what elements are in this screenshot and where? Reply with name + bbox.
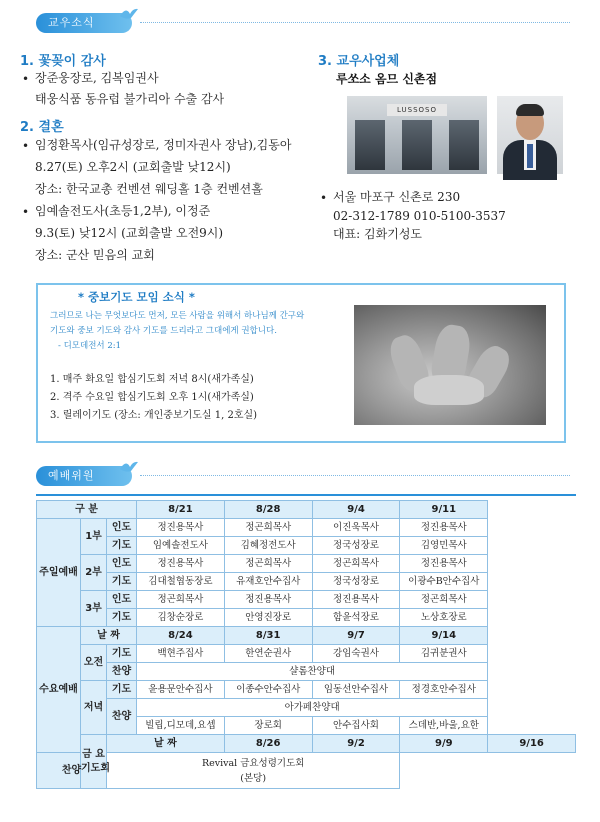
business-address: 서울 마포구 신촌로 230 (333, 190, 461, 204)
table-cell: 정곤희목사 (224, 519, 312, 537)
table-cell: 노상호장로 (400, 609, 488, 627)
role-label: 인도 (107, 591, 137, 609)
col-header: 구 분 (37, 501, 137, 519)
table-cell (107, 753, 400, 789)
bird-icon (118, 6, 140, 22)
role-label: 찬양 (37, 753, 107, 789)
table-cell: 윤용문안수집사 (137, 681, 225, 699)
table-cell: 아가페찬양대 (137, 699, 488, 717)
friday-label-line: 금 요 (82, 748, 105, 760)
date-cell: 9/7 (312, 627, 400, 645)
table-cell: 김영민목사 (400, 537, 488, 555)
prayer-item: 3. 릴레이기도 (장소: 개인중보기도실 1, 2호실) (50, 410, 258, 421)
friday-label-line: 기도회 (81, 762, 110, 774)
date-cell: 8/31 (224, 627, 312, 645)
table-cell: 정곤희목사 (400, 591, 488, 609)
prayer-item: 1. 매주 화요일 합심기도회 저녁 8시(새가족실) (50, 374, 254, 385)
table-cell: 정곤희목사 (312, 555, 400, 573)
bullet: • (22, 205, 30, 219)
table-cell: 스데반,바울,요한 (400, 717, 488, 735)
table-cell: 김창순장로 (137, 609, 225, 627)
table-cell: 함윤석장로 (312, 609, 400, 627)
owner-portrait (497, 96, 563, 174)
role-label: 인도 (107, 555, 137, 573)
table-cell: 정곤희목사 (224, 555, 312, 573)
news-section-header (36, 10, 136, 34)
service-section-header (36, 463, 136, 487)
wedding-line: 장소: 군산 믿음의 교회 (35, 248, 155, 262)
wedding-line: 8.27(토) 오후2시 (교회출발 낮12시) (35, 160, 231, 174)
wedding-line: 임정환목사(임규성장로, 정미자권사 장남),김동아 (35, 138, 292, 152)
table-cell: 임동선안수집사 (312, 681, 400, 699)
business-title: 3. 교우사업체 (318, 54, 400, 69)
prayer-quote-line: 그러므로 나는 무엇보다도 먼저, 모든 사람을 위해서 하나님께 간구와 (50, 311, 305, 321)
bullet: • (320, 191, 328, 205)
table-cell: 정진용목사 (137, 519, 225, 537)
table-cell: 임예솔전도사 (137, 537, 225, 555)
divider (140, 22, 570, 23)
praying-hands-photo (354, 305, 546, 425)
table-cell: 정진용목사 (400, 555, 488, 573)
table-cell: 정곤희목사 (137, 591, 225, 609)
prayer-item: 2. 격주 수요일 합심기도회 오후 1시(새가족실) (50, 392, 254, 403)
table-cell: 김귀분권사 (400, 645, 488, 663)
table-cell: 유재호안수집사 (224, 573, 312, 591)
wednesday-service-label: 수요예배 (37, 627, 81, 753)
wedding-line: 9.3(토) 낮12시 (교회출발 오전9시) (35, 226, 224, 240)
table-cell: 정경호안수집사 (400, 681, 488, 699)
table-cell: 안수집사회 (312, 717, 400, 735)
table-cell: 샬롬찬양대 (137, 663, 488, 681)
role-label: 기도 (107, 537, 137, 555)
table-cell: 이종수안수집사 (224, 681, 312, 699)
divider (140, 475, 570, 476)
morning-label: 오전 (81, 645, 107, 681)
table-cell: 안영진장로 (224, 609, 312, 627)
table-cell: 이광수B안수집사 (400, 573, 488, 591)
wedding-line: 장소: 한국교총 컨벤션 웨딩홀 1층 컨벤션홀 (35, 182, 263, 196)
role-label: 기도 (107, 573, 137, 591)
prayer-title: * 중보기도 모임 소식 * (78, 290, 195, 304)
role-label: 찬양 (107, 663, 137, 681)
flower-thanks-title: 1. 꽃꽂이 감사 (20, 54, 106, 69)
table-cell: 빌립,디모데,요셉 (137, 717, 225, 735)
table-cell: 백현주집사 (137, 645, 225, 663)
store-sign: LUSSOSO (387, 104, 447, 116)
table-cell: 정진용목사 (224, 591, 312, 609)
part-label: 1부 (81, 519, 107, 555)
date-cell: 8/24 (137, 627, 225, 645)
service-section-title: 예배위원 (36, 466, 132, 486)
table-cell: 장로회 (224, 717, 312, 735)
table-cell: 정진용목사 (312, 591, 400, 609)
business-name: 루쏘소 옴므 신촌점 (336, 72, 438, 86)
friday-choir-line: (본당) (240, 772, 267, 784)
table-cell: 정국성장로 (312, 537, 400, 555)
flower-thanks-line: 장준웅장로, 김복임권사 (35, 71, 159, 85)
flower-thanks-line: 태웅식품 동유럽 불가리아 수출 감사 (35, 92, 225, 106)
table-top-border (36, 494, 576, 496)
part-label: 3부 (81, 591, 107, 627)
bird-icon (118, 459, 140, 475)
part-label: 2부 (81, 555, 107, 591)
business-owner: 대표: 김화기성도 (333, 227, 423, 241)
date-cell: 9/11 (400, 501, 488, 519)
wedding-title: 2. 결혼 (20, 120, 64, 135)
bullet: • (22, 139, 30, 153)
role-label: 기도 (107, 609, 137, 627)
news-section-title: 교우소식 (36, 13, 132, 33)
business-phone: 02-312-1789 010-5100-3537 (333, 209, 506, 223)
date-label: 날 짜 (81, 627, 137, 645)
friday-choir-line: Revival 금요성령기도회 (201, 757, 305, 769)
table-cell: 강임숙권사 (312, 645, 400, 663)
table-cell: 한연순권사 (224, 645, 312, 663)
evening-label: 저녁 (81, 681, 107, 735)
table-cell: 김대철협동장로 (137, 573, 225, 591)
table-cell: 이진욱목사 (312, 519, 400, 537)
role-label: 기도 (107, 645, 137, 663)
table-cell: 정국성장로 (312, 573, 400, 591)
date-cell: 9/4 (312, 501, 400, 519)
date-cell: 9/14 (400, 627, 488, 645)
date-cell: 8/26 (224, 735, 312, 753)
date-cell: 9/9 (400, 735, 488, 753)
store-photo (347, 96, 487, 174)
role-label: 찬양 (107, 699, 137, 735)
service-table (36, 500, 576, 789)
wedding-line: 임예솔전도사(초등1,2부), 이정준 (35, 204, 211, 218)
prayer-quote-line: 기도와 중보 기도와 감사 기도를 드리라고 그대에게 권합니다. (50, 326, 277, 336)
table-cell: 김혜정전도사 (224, 537, 312, 555)
sunday-service-label: 주일예배 (37, 519, 81, 627)
table-cell: 정진용목사 (400, 519, 488, 537)
date-cell: 9/2 (312, 735, 400, 753)
date-cell: 8/28 (224, 501, 312, 519)
role-label: 기도 (107, 681, 137, 699)
table-cell: 정진용목사 (137, 555, 225, 573)
role-label: 인도 (107, 519, 137, 537)
bullet: • (22, 72, 30, 86)
date-cell: 9/16 (488, 735, 576, 753)
date-cell: 8/21 (137, 501, 225, 519)
date-label: 날 짜 (107, 735, 225, 753)
prayer-quote-ref: - 디모데전서 2:1 (58, 341, 122, 351)
